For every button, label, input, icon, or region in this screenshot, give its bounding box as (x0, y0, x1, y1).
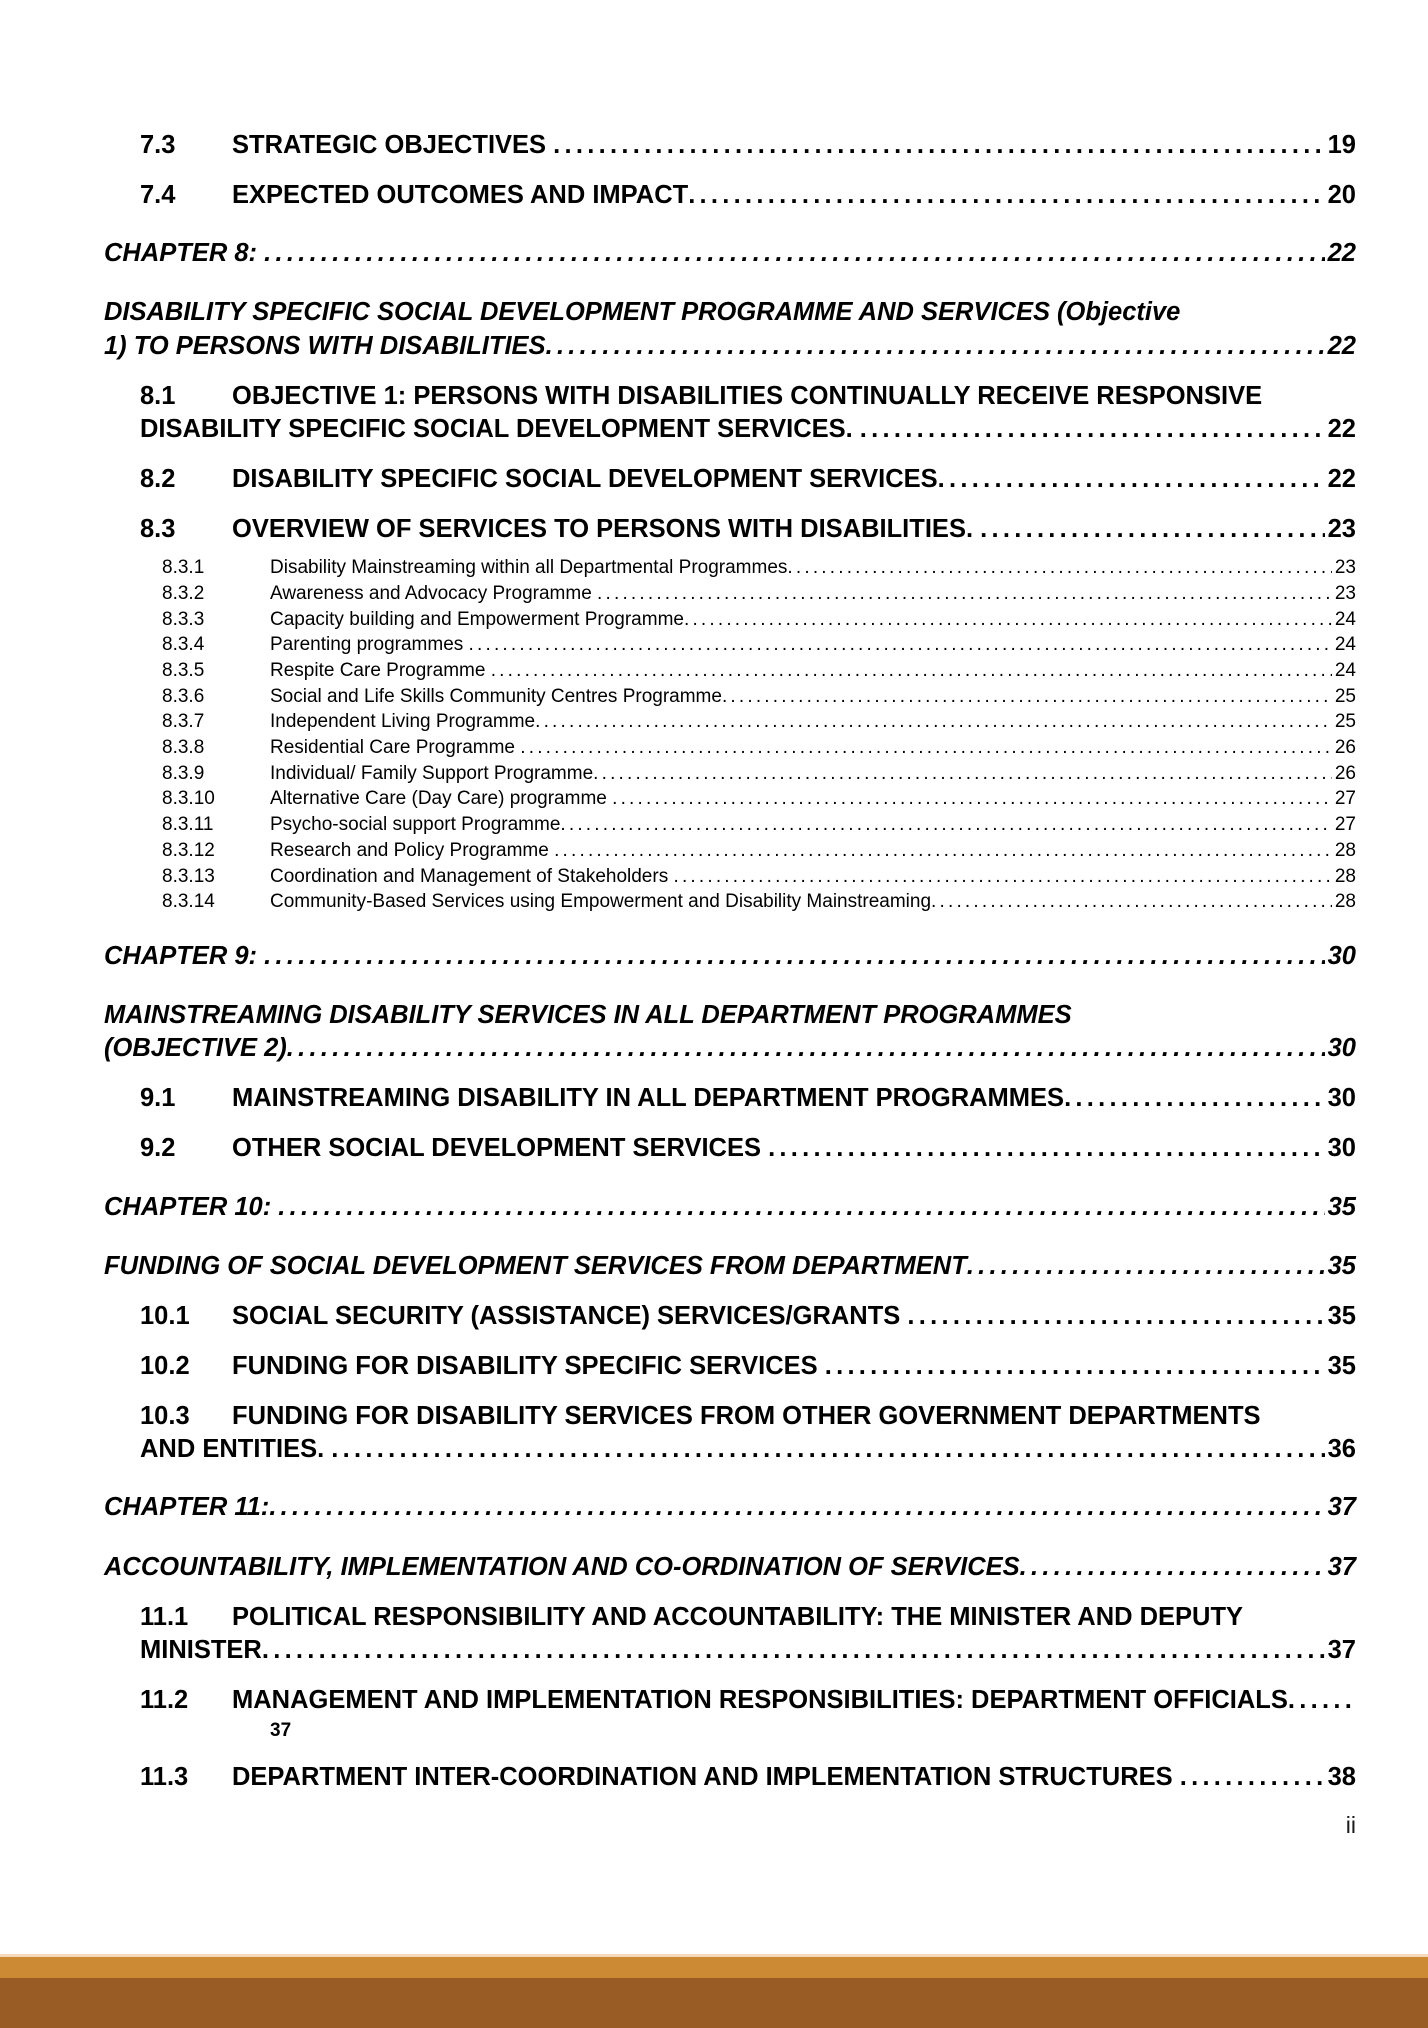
toc-entry[interactable] (104, 736, 1356, 761)
toc-entry-title: Alternative Care (Day Care) programme (270, 788, 613, 810)
toc-page-number: 30 (1327, 1134, 1356, 1163)
toc-page-number: 19 (1327, 131, 1356, 159)
toc-leader-dots (980, 521, 1325, 547)
toc-page-number: 24 (1334, 660, 1356, 682)
toc-entry-title: DISABILITY SPECIFIC SOCIAL DEVELOPMENT SERVICES (232, 464, 938, 493)
toc-leader-dots (546, 337, 1325, 363)
toc-leader-dots (287, 1040, 1325, 1066)
toc-entry-title-continued: 1) TO PERSONS WITH DISABILITIES (104, 331, 546, 360)
toc-page-number: 28 (1334, 891, 1356, 913)
toc-entry-title: Residential Care Programme (270, 737, 521, 759)
toc-entry-number: 9.1 (140, 1084, 176, 1113)
toc-page-number: 28 (1334, 839, 1356, 861)
toc-entry-number: 8.3.1 (162, 557, 205, 579)
toc-page-number: 23 (1334, 582, 1356, 604)
toc-leader-dots (262, 1642, 1325, 1668)
toc-entry-title-continued: DISABILITY SPECIFIC SOCIAL DEVELOPMENT SERVICES. (140, 414, 860, 443)
toc-entry-number: 8.3.14 (162, 891, 215, 913)
toc-page-number: 28 (1334, 865, 1356, 887)
toc-leader-dots (278, 1198, 1324, 1224)
toc-entry-list (104, 112, 1356, 1794)
toc-entry-number: 8.3.11 (162, 814, 214, 836)
toc-entry[interactable] (104, 582, 1356, 607)
toc-leader-dots (684, 613, 1332, 632)
toc-leader-dots (907, 1308, 1324, 1334)
toc-entry[interactable] (104, 608, 1356, 633)
toc-entry-title: CHAPTER 8: (104, 239, 265, 268)
footer-decorative-band (0, 1954, 1428, 2028)
toc-leader-dots (331, 1441, 1324, 1467)
toc-entry[interactable] (104, 633, 1356, 658)
toc-entry-title: ACCOUNTABILITY, IMPLEMENTATION AND CO-ORDINATION OF SERVICES (104, 1552, 1020, 1581)
toc-entry[interactable] (104, 1250, 1356, 1283)
toc-entry-number: 10.3 (140, 1402, 190, 1431)
toc-page-number: 37 (1327, 1635, 1356, 1664)
toc-leader-dots (269, 1499, 1324, 1525)
toc-page-number: 23 (1327, 515, 1356, 544)
toc-leader-dots (491, 665, 1332, 684)
toc-leader-dots (1020, 1558, 1325, 1584)
toc-entry[interactable] (104, 710, 1356, 735)
toc-entry-number: 8.3.6 (162, 685, 205, 707)
toc-page-number: 23 (1334, 557, 1356, 579)
toc-entry-title: FUNDING FOR DISABILITY SPECIFIC SERVICES (232, 1352, 825, 1381)
toc-page-number: 35 (1327, 1301, 1356, 1330)
toc-leader-dots (1180, 1768, 1325, 1794)
toc-entry-title-continued: MINISTER (140, 1635, 262, 1664)
toc-leader-dots (553, 137, 1324, 163)
toc-leader-dots (554, 845, 1332, 864)
toc-leader-dots (938, 471, 1325, 497)
toc-entry-title: CHAPTER 11: (104, 1493, 270, 1522)
toc-entry-number: 8.3.13 (162, 865, 215, 887)
toc-entry-number: 8.3.9 (162, 762, 205, 784)
toc-entry-title: MANAGEMENT AND IMPLEMENTATION RESPONSIBILITIES: DEPARTMENT OFFICIALS (232, 1686, 1288, 1714)
toc-entry-title: EXPECTED OUTCOMES AND IMPACT (232, 181, 689, 210)
toc-page-number: 24 (1334, 608, 1356, 630)
toc-entry[interactable] (104, 999, 1356, 1065)
toc-entry-title: Community-Based Services using Empowerment and Disability Mainstreaming (270, 891, 932, 913)
toc-entry[interactable] (104, 1601, 1356, 1667)
toc-entry-title: Capacity building and Empowerment Programme (270, 608, 684, 630)
toc-entry-title: CHAPTER 9: (104, 941, 265, 970)
toc-page-number: 30 (1327, 1034, 1356, 1063)
toc-entry[interactable] (104, 890, 1356, 915)
toc-page-number: 30 (1327, 1084, 1356, 1113)
toc-entry[interactable] (104, 762, 1356, 787)
toc-leader-dots (860, 420, 1325, 446)
toc-entry[interactable] (104, 380, 1356, 446)
toc-leader-dots (612, 793, 1332, 812)
toc-entry-number: 8.3.8 (162, 737, 205, 759)
toc-entry[interactable] (104, 1491, 1356, 1524)
toc-page-number: 22 (1327, 239, 1356, 268)
toc-page-number: 27 (1334, 788, 1356, 810)
toc-entry-number: 11.1 (140, 1602, 189, 1631)
toc-page-number: 30 (1327, 941, 1356, 970)
toc-entry-number: 8.3.2 (162, 582, 205, 604)
toc-page-number: 38 (1327, 1762, 1356, 1791)
toc-entry[interactable] (104, 1350, 1356, 1383)
toc-entry[interactable] (104, 1400, 1356, 1466)
toc-entry[interactable] (104, 940, 1356, 973)
toc-entry[interactable] (104, 129, 1356, 162)
toc-entry-title: SOCIAL SECURITY (ASSISTANCE) SERVICES/GRANTS (232, 1301, 908, 1330)
toc-leader-dots (264, 245, 1325, 271)
toc-entry[interactable] (104, 1551, 1356, 1584)
toc-page-number: 24 (1334, 634, 1356, 656)
toc-entry-number: 8.3.5 (162, 660, 205, 682)
toc-page-number: 27 (1334, 814, 1356, 836)
toc-entry[interactable] (104, 839, 1356, 864)
toc-entry[interactable] (104, 296, 1356, 362)
toc-entry-number: 7.4 (140, 181, 176, 210)
toc-entry-number: 9.2 (140, 1134, 176, 1163)
toc-entry-title: OVERVIEW OF SERVICES TO PERSONS WITH DISABILITIES. (232, 515, 981, 544)
toc-entry-title: CHAPTER 10: (104, 1192, 279, 1221)
toc-entry-title: OBJECTIVE 1: PERSONS WITH DISABILITIES CONTINUALLY RECEIVE RESPONSIVE (232, 381, 1263, 410)
toc-entry[interactable] (104, 659, 1356, 684)
toc-leader-dots (931, 896, 1332, 915)
toc-leader-dots (1064, 1090, 1325, 1116)
toc-entry-title: OTHER SOCIAL DEVELOPMENT SERVICES (232, 1134, 769, 1163)
toc-leader-dots (1288, 1692, 1356, 1718)
toc-entry-number: 8.3.4 (162, 634, 205, 656)
footer-band-dark (0, 1978, 1428, 2028)
toc-entry-title: STRATEGIC OBJECTIVES (232, 131, 554, 159)
toc-page-number: 25 (1334, 711, 1356, 733)
toc-page-number: 35 (1327, 1352, 1356, 1381)
toc-entry-title: Research and Policy Programme (270, 839, 555, 861)
toc-leader-dots (560, 819, 1331, 838)
toc-entry[interactable] (104, 1191, 1356, 1224)
toc-page-number: 37 (1327, 1552, 1356, 1581)
footer-band-light (0, 1957, 1428, 1978)
toc-page-number: 37 (1327, 1493, 1356, 1522)
toc-entry[interactable] (104, 513, 1356, 546)
toc-entry-title-continued: AND ENTITIES. (140, 1435, 332, 1464)
toc-entry[interactable] (104, 1300, 1356, 1333)
toc-entry[interactable] (104, 787, 1356, 812)
toc-leader-dots (520, 742, 1332, 761)
toc-entry[interactable] (104, 1761, 1356, 1794)
toc-entry[interactable] (104, 1082, 1356, 1115)
toc-entry-title: Individual/ Family Support Programme (270, 762, 594, 784)
toc-entry-title: Coordination and Management of Stakeholders (270, 865, 674, 887)
toc-page-number: 35 (1327, 1192, 1356, 1221)
toc-leader-dots (593, 767, 1332, 786)
toc-entry-title: POLITICAL RESPONSIBILITY AND ACCOUNTABILITY: THE MINISTER AND DEPUTY (232, 1602, 1244, 1631)
toc-entry-title: MAINSTREAMING DISABILITY SERVICES IN ALL DEPARTMENT PROGRAMMES (104, 1001, 1072, 1030)
toc-entry[interactable] (104, 237, 1356, 270)
toc-entry-title: Psycho-social support Programme (270, 814, 561, 836)
toc-entry-number: 8.2 (140, 464, 176, 493)
toc-page-number: 22 (1327, 464, 1356, 493)
toc-entry-title: Social and Life Skills Community Centres Programme (270, 685, 722, 707)
toc-entry[interactable] (104, 179, 1356, 212)
toc-entry-title: FUNDING FOR DISABILITY SERVICES FROM OTHER GOVERNMENT DEPARTMENTS (232, 1402, 1261, 1431)
toc-leader-dots (535, 716, 1332, 735)
toc-entry[interactable] (104, 556, 1356, 581)
toc-page-number: 37 (270, 1720, 292, 1742)
toc-page-number: 22 (1327, 331, 1356, 360)
toc-page-number: 20 (1327, 181, 1356, 210)
toc-entry-title: Awareness and Advocacy Programme (270, 582, 598, 604)
toc-entry-number: 10.2 (140, 1352, 190, 1381)
toc-page-number: 36 (1327, 1435, 1356, 1464)
toc-entry-title: Respite Care Programme (270, 660, 491, 682)
toc-entry-title: FUNDING OF SOCIAL DEVELOPMENT SERVICES FROM DEPARTMENT (104, 1251, 967, 1280)
page-folio: ii (1345, 1812, 1356, 1838)
toc-leader-dots (787, 562, 1331, 581)
toc-leader-dots (469, 639, 1332, 658)
toc-leader-dots (264, 948, 1325, 974)
toc-leader-dots (597, 588, 1332, 607)
toc-entry-number: 8.3.12 (162, 839, 215, 861)
toc-entry-title: DISABILITY SPECIFIC SOCIAL DEVELOPMENT PROGRAMME AND SERVICES (Objective (104, 298, 1181, 327)
toc-page-number: 35 (1327, 1251, 1356, 1280)
toc-entry-title-continued: (OBJECTIVE 2) (104, 1034, 287, 1063)
toc-entry-title: Independent Living Programme (270, 711, 536, 733)
toc-entry[interactable] (104, 463, 1356, 496)
toc-leader-dots (967, 1257, 1325, 1283)
toc-leader-dots (688, 187, 1324, 213)
toc-page-number: 26 (1334, 762, 1356, 784)
toc-entry-number: 8.3.7 (162, 711, 205, 733)
toc-page-number: 22 (1327, 414, 1356, 443)
toc-leader-dots (825, 1358, 1325, 1384)
toc-entry-number: 10.1 (140, 1301, 190, 1330)
toc-entry[interactable] (104, 1684, 1356, 1744)
toc-entry[interactable] (104, 813, 1356, 838)
toc-entry-number: 8.1 (140, 381, 176, 410)
toc-entry[interactable] (104, 1132, 1356, 1165)
toc-page-number: 26 (1334, 737, 1356, 759)
toc-entry-title: Disability Mainstreaming within all Departmental Programmes (270, 557, 788, 579)
toc-entry-number: 11.2 (140, 1686, 189, 1714)
toc-page-number: 25 (1334, 685, 1356, 707)
toc-entry-number: 7.3 (140, 131, 176, 159)
toc-entry-title: Parenting programmes (270, 634, 469, 656)
toc-leader-dots (768, 1140, 1325, 1166)
toc-entry-number: 8.3 (140, 515, 176, 544)
toc-entry-number: 8.3.3 (162, 608, 205, 630)
toc-entry-number: 11.3 (140, 1762, 189, 1791)
toc-entry[interactable] (104, 865, 1356, 890)
toc-entry-title: DEPARTMENT INTER-COORDINATION AND IMPLEMENTATION STRUCTURES (232, 1762, 1180, 1791)
toc-entry[interactable] (104, 685, 1356, 710)
toc-entry-title: MAINSTREAMING DISABILITY IN ALL DEPARTMENT PROGRAMMES (232, 1084, 1065, 1113)
toc-entry-number: 8.3.10 (162, 788, 215, 810)
toc-leader-dots (722, 690, 1332, 709)
toc-leader-dots (673, 870, 1331, 889)
